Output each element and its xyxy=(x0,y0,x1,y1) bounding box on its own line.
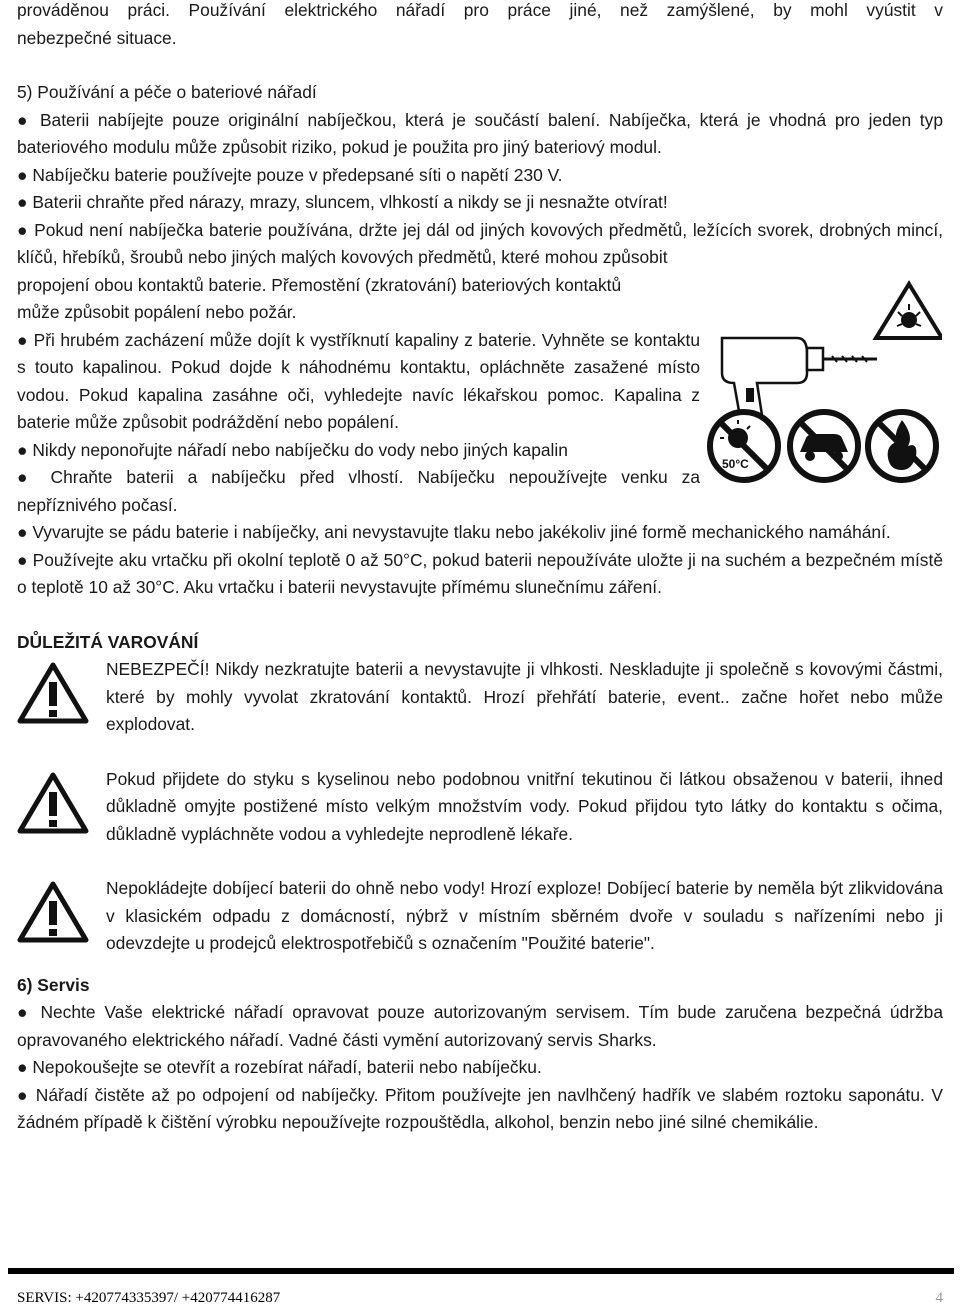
section5-bullet-3: ● Baterii chraňte před nárazy, mrazy, sluncem, vlhkostí a nikdy se ji nesnažte otvírat! xyxy=(17,192,668,212)
document-page xyxy=(17,0,943,1137)
section5-bullet-4: ● Pokud není nabíječka baterie používána, držte jej dál od jiných kovových předmětů, ležících svorek, drobných mincí, klíčů, hřebíků, šroubů nebo jiných malých kovových předmětů, které mohou způsobit xyxy=(17,219,943,267)
no-car-icon xyxy=(790,412,858,480)
section6-bullet-2: ● Nepokoušejte se otevřít a rozebírat nářadí, baterii nebo nabíječku. xyxy=(17,1057,542,1077)
footer-divider xyxy=(8,1268,954,1274)
warning-1-text: NEBEZPEČÍ! Nikdy nezkratujte baterii a nevystavujte ji vlhkosti. Neskladujte ji společně s kovovými částmi, které by mohly vyvolat zkratování kontaktů. Hrozí přehřátí baterie, event.. začne hořet nebo může explodovat. xyxy=(106,659,943,734)
warnings-title: DŮLEŽITÁ VAROVÁNÍ xyxy=(17,631,199,652)
page-footer xyxy=(17,1285,943,1313)
section5-side-block xyxy=(17,272,943,492)
drill-safety-illustration xyxy=(700,272,943,492)
warning-2-text: Pokud přijdete do styku s kyselinou nebo podobnou vnitřní tekutinou či látkou obsaženou v baterii, ihned důkladně omyjte postižené místo velkým množstvím vody. Pokud přijdou tyto látky do kontaktu s očima, důkladně vypláchněte vodou a vyhledejte neprodleně lékaře. xyxy=(106,768,943,844)
svg-text:50°C: 50°C xyxy=(722,456,749,471)
page-number: 4 xyxy=(935,1290,943,1306)
explosive-warning-icon xyxy=(876,284,942,338)
warning-triangle-icon xyxy=(17,875,106,958)
section5-bullet-5: ● Při hrubém zacházení může dojít k vystříknutí kapaliny z baterie. Vyhněte se kontaktu s touto kapalinou. Pokud dojde k náhodnému kontaktu, opláchněte zasažené místo vodou. Pokud kapalina zasáhne oči, vyhledejte navíc lékařskou pomoc. Kapalina z baterie může způsobit podráždění nebo popálení. xyxy=(17,329,700,432)
intro-line-1: prováděnou práci. Používání elektrického nářadí pro práce jiné, než zamýšlené, by mohl vyústit v xyxy=(17,0,943,20)
section5-title: 5) Používání a péče o bateriové nářadí xyxy=(17,82,317,102)
warning-block-3 xyxy=(17,875,943,958)
section5-bullet-6: ● Nikdy neponořujte nářadí nebo nabíječku do vody nebo jiných kapalin xyxy=(17,439,568,460)
service-phone-numbers: SERVIS: +420774335397/ +420774416287 xyxy=(17,1290,281,1306)
section6-title: 6) Servis xyxy=(17,974,90,995)
no-fire-icon xyxy=(868,412,936,480)
section6-bullet-3: ● Nářadí čistěte až po odpojení od nabíječky. Přitom používejte jen navlhčený hadřík ve slabém roztoku saponátu. V žádném případě k čištění výrobku nepoužívejte rozpouštědla, alkohol, benzin nebo jiné silné chemikálie. xyxy=(17,1084,943,1132)
section5-bullet-8: ● Vyvarujte se pádu baterie i nabíječky, ani nevystavujte tlaku nebo jakékoliv jiné formě mechanického namáhání. xyxy=(17,522,891,542)
intro-line-2: nebezpečné situace. xyxy=(17,27,177,48)
warning-block-2 xyxy=(17,766,943,849)
warning-block-1 xyxy=(17,656,943,739)
section5-bullet-1: ● Baterii nabíjejte pouze originální nabíječkou, která je součástí balení. Nabíječka, která je vhodná pro jeden typ bateriového modulu může způsobit riziko, pokud je použita pro jiný bateriový modul. xyxy=(17,109,943,157)
section5-bullet-9: ● Používejte aku vrtačku při okolní teplotě 0 až 50°C, pokud baterii nepoužíváte uložte ji na suchém a bezpečném místě o teplotě 10 až 30°C. Aku vrtačku i baterii nevystavujte přímému slunečnímu záření. xyxy=(17,549,943,597)
warning-3-text: Nepokládejte dobíjecí baterii do ohně nebo vody! Hrozí exploze! Dobíjecí baterie by neměla být zlikvidována v klasickém odpadu z domácností, nýbrž v místním sběrném dvoře v souladu s nařízeními nebo ji odevzdejte u prodejců elektrospotřebičů s označením "Použité baterie". xyxy=(106,878,943,953)
section5-bullet-7b: nepříznivého počasí. xyxy=(17,494,178,515)
no-sun-heat-icon xyxy=(710,412,778,480)
section5-bullet-2: ● Nabíječku baterie používejte pouze v předepsané síti o napětí 230 V. xyxy=(17,164,563,185)
section5-bullet-4-cont-a: propojení obou kontaktů baterie. Přemostění (zkratování) bateriových kontaktů xyxy=(17,274,622,295)
warning-triangle-icon xyxy=(17,766,106,849)
warning-triangle-icon xyxy=(17,656,106,739)
section5-bullet-7a: ● Chraňte baterii a nabíječku před vlhostí. Nabíječku nepoužívejte venku za xyxy=(17,467,700,487)
section5-bullet-4-cont-b: může způsobit popálení nebo požár. xyxy=(17,302,297,322)
section6-bullet-1: ● Nechte Vaše elektrické nářadí opravovat pouze autorizovaným servisem. Tím bude zaručena bezpečná údržba opravovaného elektrického nářadí. Vadné části vymění autorizovaný servis Sharks. xyxy=(17,1002,943,1050)
